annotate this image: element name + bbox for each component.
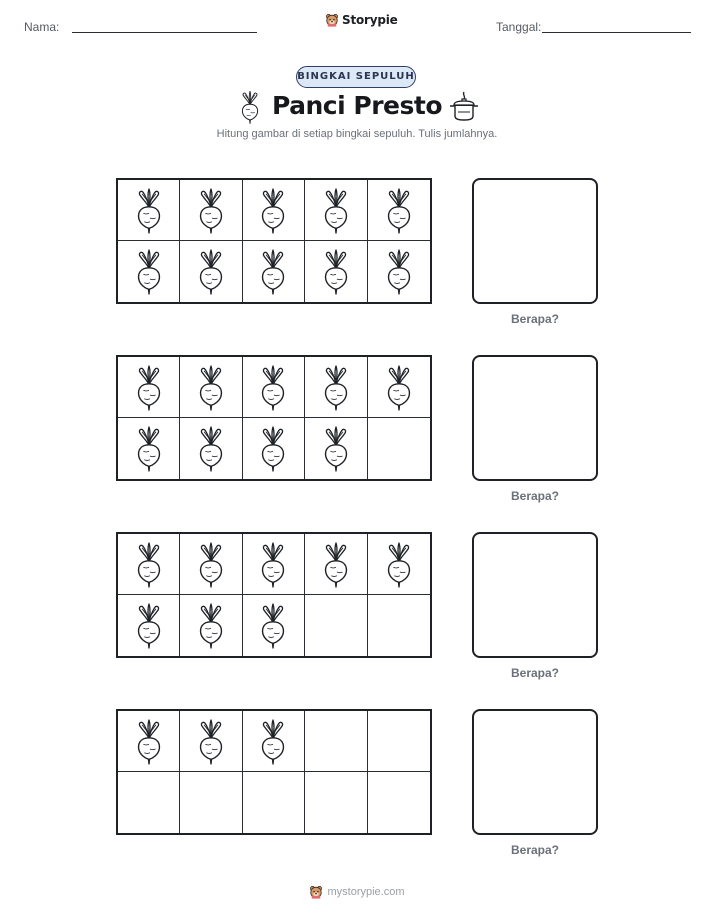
ten-frame	[116, 532, 432, 658]
radish-icon	[135, 541, 163, 588]
radish-icon	[135, 364, 163, 411]
radish-icon	[197, 602, 225, 649]
bear-mascot-icon	[325, 13, 339, 27]
problem-1	[0, 178, 714, 328]
ten-frame-cell	[180, 711, 242, 772]
radish-icon	[322, 541, 350, 588]
name-field[interactable]	[72, 32, 257, 33]
problem-2	[0, 355, 714, 505]
radish-icon	[259, 425, 287, 472]
ten-frame-cell	[305, 357, 367, 418]
radish-icon	[197, 425, 225, 472]
date-label: Tanggal:	[496, 20, 542, 34]
radish-icon	[322, 425, 350, 472]
instructions: Hitung gambar di setiap bingkai sepuluh. Tulis jumlahnya.	[216, 128, 498, 140]
ten-frame-cell	[118, 772, 180, 833]
radish-icon	[259, 187, 287, 234]
radish-icon	[197, 541, 225, 588]
radish-icon	[135, 248, 163, 295]
radish-icon	[135, 425, 163, 472]
ten-frame-cell	[118, 357, 180, 418]
answer-box[interactable]	[472, 532, 598, 658]
answer-box[interactable]	[472, 709, 598, 835]
ten-frame	[116, 355, 432, 481]
radish-icon	[259, 718, 287, 765]
ten-frame-cell	[305, 772, 367, 833]
radish-icon	[197, 248, 225, 295]
ten-frame-cell	[243, 180, 305, 241]
ten-frame-cell	[368, 418, 430, 479]
ten-frame-cell	[305, 534, 367, 595]
ten-frame-cell	[305, 595, 367, 656]
radish-icon	[135, 718, 163, 765]
ten-frame-cell	[180, 180, 242, 241]
page-title: Panci Presto	[271, 91, 443, 120]
brand-logo	[325, 13, 398, 27]
radish-icon	[197, 364, 225, 411]
radish-icon	[135, 187, 163, 234]
ten-frame-cell	[180, 595, 242, 656]
radish-icon	[385, 248, 413, 295]
ten-frame-cell	[180, 418, 242, 479]
ten-frame	[116, 709, 432, 835]
name-label: Nama:	[24, 20, 60, 34]
ten-frame-cell	[368, 595, 430, 656]
answer-box[interactable]	[472, 178, 598, 304]
ten-frame-cell	[180, 772, 242, 833]
ten-frame-cell	[368, 241, 430, 302]
footer-link[interactable]: mystorypie.com	[327, 886, 405, 898]
ten-frame-cell	[243, 418, 305, 479]
ten-frame-cell	[118, 595, 180, 656]
ten-frame-cell	[243, 595, 305, 656]
ten-frame-cell	[180, 357, 242, 418]
ten-frame-cell	[368, 534, 430, 595]
radish-icon	[197, 718, 225, 765]
radish-icon	[197, 187, 225, 234]
ten-frame-cell	[118, 711, 180, 772]
ten-frame-cell	[368, 772, 430, 833]
radish-icon	[385, 364, 413, 411]
radish-icon	[259, 248, 287, 295]
radish-icon	[385, 541, 413, 588]
ten-frame-cell	[305, 180, 367, 241]
brand-name: Storypie	[342, 13, 398, 27]
footer	[0, 885, 714, 899]
radish-icon	[259, 364, 287, 411]
ten-frame-cell	[368, 180, 430, 241]
ten-frame-cell	[305, 711, 367, 772]
radish-icon	[322, 187, 350, 234]
ten-frame-cell	[368, 357, 430, 418]
radish-icon	[385, 187, 413, 234]
radish-icon	[259, 541, 287, 588]
ten-frame-cell	[118, 418, 180, 479]
date-field[interactable]	[542, 32, 691, 33]
ten-frame	[116, 178, 432, 304]
answer-label: Berapa?	[510, 843, 560, 857]
ten-frame-cell	[118, 180, 180, 241]
ten-frame-cell	[243, 772, 305, 833]
ten-frame-cell	[243, 711, 305, 772]
ten-frame-cell	[118, 241, 180, 302]
radish-icon	[135, 602, 163, 649]
ten-frame-cell	[118, 534, 180, 595]
ten-frame-cell	[243, 241, 305, 302]
answer-label: Berapa?	[510, 666, 560, 680]
radish-icon	[322, 364, 350, 411]
ten-frame-cell	[180, 241, 242, 302]
radish-icon	[259, 602, 287, 649]
bear-mascot-icon	[309, 885, 323, 899]
answer-box[interactable]	[472, 355, 598, 481]
ten-frame-cell	[368, 711, 430, 772]
answer-label: Berapa?	[510, 312, 560, 326]
ten-frame-cell	[305, 241, 367, 302]
ten-frame-cell	[180, 534, 242, 595]
ten-frame-cell	[243, 357, 305, 418]
pressure-cooker-icon	[448, 90, 480, 122]
ten-frame-cell	[243, 534, 305, 595]
ten-frame-cell	[305, 418, 367, 479]
problem-3	[0, 532, 714, 682]
answer-label: Berapa?	[510, 489, 560, 503]
problem-4	[0, 709, 714, 859]
radish-icon	[322, 248, 350, 295]
category-badge: BINGKAI SEPULUH	[296, 66, 416, 88]
